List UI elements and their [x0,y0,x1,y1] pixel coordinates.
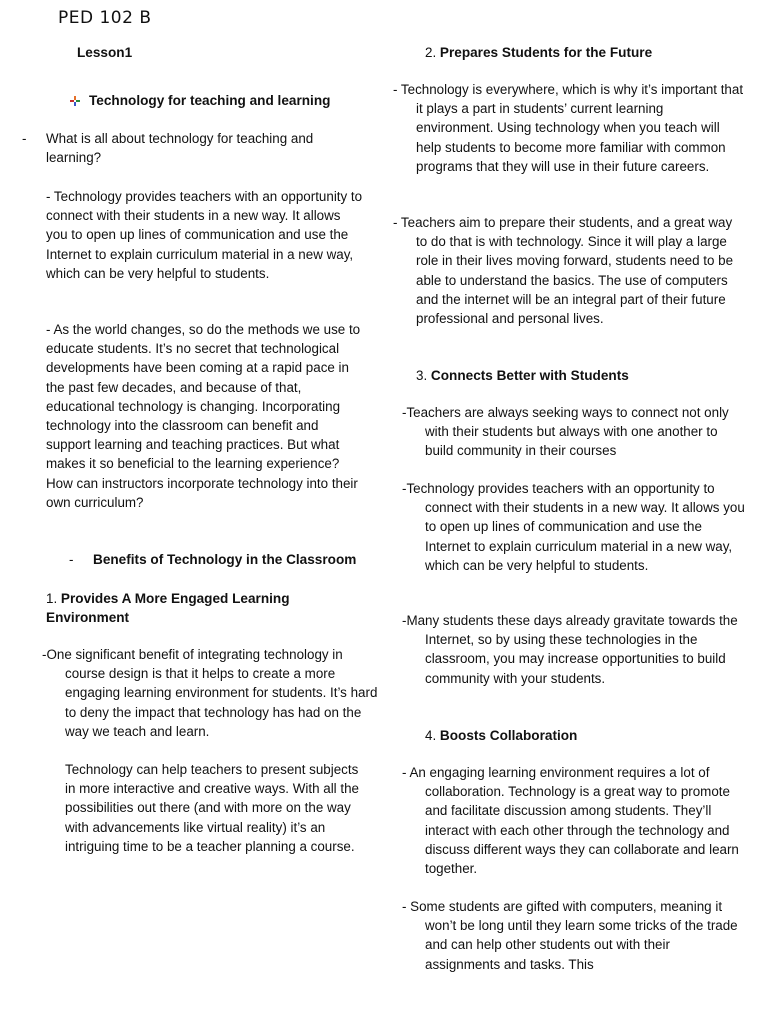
item-1-paragraph: -One significant benefit of integrating technology in course design is that it helps to create a more engaging learning environment for students. It’s hard to deny the impact that technology has had on the way we teach and learn. [42,647,378,739]
intro-paragraph-2: - As the world changes, so do the methods we use to educate students. It’s no secret that technological developments have been coming at a rapid pace in the past few decades, and because of that, educational technology is changing. Incorporating technology into the classroom can benefit and support learning and teaching practices. But what makes it so beneficial to the learning experience? How can instructors incorporate technology into their own curriculum? [46,322,361,510]
intro-paragraph-1: - Technology provides teachers with an opportunity to connect with their students in a new way. It allows you to open up lines of communication and use the Internet to explain curriculum material in a new way, which can be very helpful to students. [46,189,363,281]
benefits-dash: - [69,552,74,567]
item-3-heading [416,366,629,385]
topic-heading: Technology for teaching and learning [89,93,331,108]
item-3-bullet-1: -Teachers are always seeking ways to connect not only with their students but always with one another to build community in their courses [402,405,729,459]
item-2-bullet-1: - Technology is everywhere, which is why it’s important that it plays a part in students’ current learning environment. Using technology when you teach will help students to become more familiar with common programs that they will use in their future careers. [393,82,744,174]
question-dash: - [22,131,27,146]
item-1-title: Provides A More Engaged Learning Environment [46,591,290,626]
item-1-paragraph-b: Technology can help teachers to present subjects in more interactive and creative ways. With all the possibilities out there (and with more on the way with advancements like virtual reality) it’s an intriguing time to be a teacher planning a course. [65,762,359,854]
item-2-title: Prepares Students for the Future [439,45,653,60]
item-2-heading [425,43,652,62]
item-4-title: Boosts Collaboration [439,728,578,743]
item-4-bullet-2: - Some students are gifted with computers, meaning it won’t be long until they learn some tricks of the trade and can help other students out with their assignments and tasks. This [402,899,738,972]
course-code: PED 102 B [58,8,152,28]
benefits-heading: Benefits of Technology in the Classroom [93,552,357,567]
item-3-number: 3. [416,368,428,383]
item-2-bullet-2: - Teachers aim to prepare their students, and a great way to do that is with technology. Since it will play a large role in their lives moving forward, students need to be able to understand the basics. The use of computers and the internet will be an integral part of their future professional and personal lives. [393,215,734,327]
item-3-bullet-3: -Many students these days already gravitate towards the Internet, so by using these technologies in the classroom, you may increase opportunities to build community with your students. [402,613,738,686]
star-bullet-icon [69,95,81,107]
item-1-heading [46,589,346,627]
item-3-title: Connects Better with Students [430,368,629,383]
item-1-number: 1. [46,591,58,606]
item-3-bullet-2: -Technology provides teachers with an opportunity to connect with their students in a new way. It allows you to open up lines of communication and use the Internet to explain curriculum material in a new way, which can be very helpful to students. [402,481,745,573]
question-text: What is all about technology for teaching and learning? [46,131,314,166]
item-2-number: 2. [425,45,437,60]
item-4-number: 4. [425,728,437,743]
item-4-heading [425,726,577,745]
item-4-bullet-1: - An engaging learning environment requires a lot of collaboration. Technology is a great way to promote and facilitate discussion among students. They’ll interact with each other through the technology and discuss different ways they can collaborate and learn together. [402,765,739,877]
topic-heading-row [69,91,330,110]
lesson-title: Lesson1 [77,45,133,60]
